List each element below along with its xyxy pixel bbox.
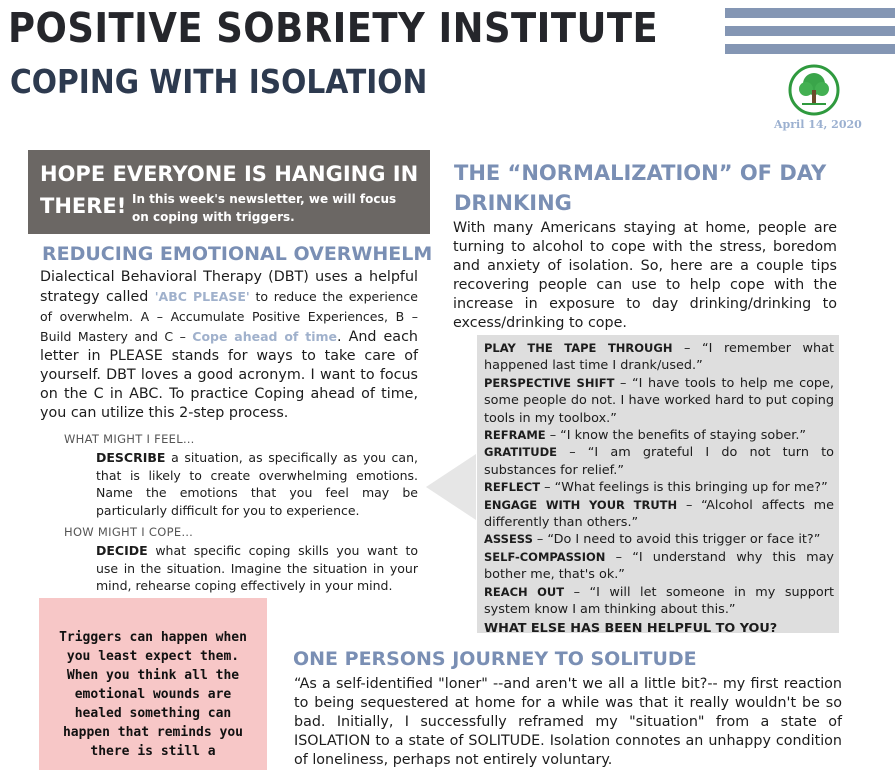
normalization-paragraph: With many Americans staying at home, people are turning to alcohol to cope with the stress, boredom and anxiety of isolation. So, here are a couple tips recovering people can use to help cope with the increase in exposure to day drinking/drinking to excess/drinking to cope.	[453, 220, 837, 331]
highlight-abc-please: 'ABC PLEASE'	[154, 289, 250, 304]
banner-heading: HOPE EVERYONE IS HANGING IN	[40, 162, 419, 186]
banner-heading-cont: THERE!	[40, 194, 127, 218]
coping-tip	[484, 531, 834, 548]
coping-tip	[484, 549, 834, 584]
step1-caption: WHAT MIGHT I FEEL…	[64, 432, 195, 446]
header-stripe	[725, 8, 895, 18]
coping-question: WHAT ELSE HAS BEEN HELPFUL TO YOU?	[484, 620, 778, 636]
coping-tip-text: – “Do I need to avoid this trigger or face it?”	[532, 532, 821, 548]
text-run: to reduce the experience of overwhelm. A – Accumulate Positive Experiences, B – Build Mastery and C –	[40, 289, 418, 344]
arrow-left-icon	[426, 452, 478, 522]
coping-tip-text: – “I will let someone in my support system know I am thinking about this.”	[484, 584, 834, 618]
coping-tip	[484, 340, 834, 375]
section-heading-reducing: REDUCING EMOTIONAL OVERWHELM	[42, 243, 433, 265]
step2-text	[96, 542, 418, 595]
journey-paragraph: “As a self-identified "loner" --and aren't we all a little bit?-- my first reaction to being sequestered at home for a while was that it really wouldn't be so bad. Initially, I successfully reframed my "situation" from a state of ISOLATION to a state of SOLITUDE. Isolation connotes an unhappy condition of loneliness, perhaps not entirely voluntary.	[294, 676, 842, 768]
coping-tip-text: – “I know the benefits of staying sober.”	[545, 428, 807, 444]
coping-tip-text: – “What feelings is this bringing up for me?”	[540, 480, 828, 496]
text-run: . And each letter in PLEASE stands for ways to take care of yourself. DBT loves a good acronym. I want to focus on the C in ABC. To practice Coping ahead of time, you can utilize this 2-step process.	[40, 329, 418, 421]
coping-tip-label: REFLECT	[484, 480, 541, 495]
reducing-paragraph	[40, 268, 418, 423]
issue-date: April 14, 2020	[774, 118, 862, 131]
tree-logo-icon	[788, 64, 840, 116]
coping-tip-text: – “I am grateful I do not turn to substances for relief.”	[484, 445, 834, 478]
coping-tip-label: PLAY THE TAPE THROUGH	[484, 341, 673, 355]
coping-tip	[484, 497, 834, 532]
normalization-heading-text: THE “NORMALIZATION” OF DAY DRINKING	[454, 161, 827, 215]
coping-tip	[484, 444, 834, 479]
section-heading-normalization	[454, 158, 844, 218]
coping-tip-text: – “I remember what happened last time I drank/used.”	[484, 341, 834, 374]
coping-tip	[484, 584, 834, 619]
coping-tip	[484, 427, 834, 444]
step1-label: DESCRIBE	[96, 450, 166, 465]
greeting-banner	[28, 150, 430, 234]
coping-tips-list	[484, 340, 834, 639]
step2-caption: HOW MIGHT I COPE…	[64, 525, 194, 539]
coping-tip-label: ENGAGE WITH YOUR TRUTH	[484, 497, 678, 512]
coping-tip-label: REACH OUT	[484, 584, 565, 599]
newsletter-title: POSITIVE SOBRIETY INSTITUTE	[8, 4, 659, 52]
text-run: a situation, as specifically as you can, that is likely to create overwhelming emotions. Name the emotions that you feel may be particularly difficult for you to experience.	[96, 450, 418, 518]
section-heading-journey: ONE PERSONS JOURNEY TO SOLITUDE	[293, 648, 697, 670]
banner-intro: In this week's newsletter, we will focus on coping with triggers.	[132, 192, 397, 224]
callout-text: Triggers can happen when you least expect them. When you think all the emotional wounds are healed something can happen that reminds you there is still a	[59, 630, 247, 759]
header-stripe	[725, 26, 895, 36]
coping-tip-text: – “I understand why this may bother me, that's ok.”	[484, 549, 834, 583]
step1-text	[96, 449, 418, 519]
text-run: Dialectical Behavioral Therapy (DBT) uses a helpful strategy called	[40, 269, 418, 305]
triggers-callout	[39, 598, 267, 770]
coping-tip	[484, 479, 834, 496]
coping-tip-text: – “I have tools to help me cope, some people do not. I have worked hard to put coping tools in my toolbox.”	[484, 375, 834, 426]
coping-tip	[484, 375, 834, 427]
coping-tips-box	[477, 335, 839, 636]
coping-tip-text: – “Alcohol affects me differently than others.”	[484, 497, 834, 531]
text-run: what specific coping skills you want to use in the situation. Imagine the situation in your mind, rehearse coping effectively in your mind.	[96, 543, 418, 593]
coping-tip-label: GRATITUDE	[484, 445, 558, 460]
coping-tip-label: PERSPECTIVE SHIFT	[484, 375, 615, 390]
coping-tip-label: ASSESS	[484, 532, 533, 547]
coping-tip-label: REFRAME	[484, 428, 546, 443]
newsletter-subtitle: COPING WITH ISOLATION	[10, 62, 428, 101]
header-stripe	[725, 44, 895, 54]
highlight-cope-ahead: Cope ahead of time	[192, 329, 337, 344]
coping-tip-label: SELF-COMPASSION	[484, 549, 606, 564]
step2-label: DECIDE	[96, 543, 148, 558]
